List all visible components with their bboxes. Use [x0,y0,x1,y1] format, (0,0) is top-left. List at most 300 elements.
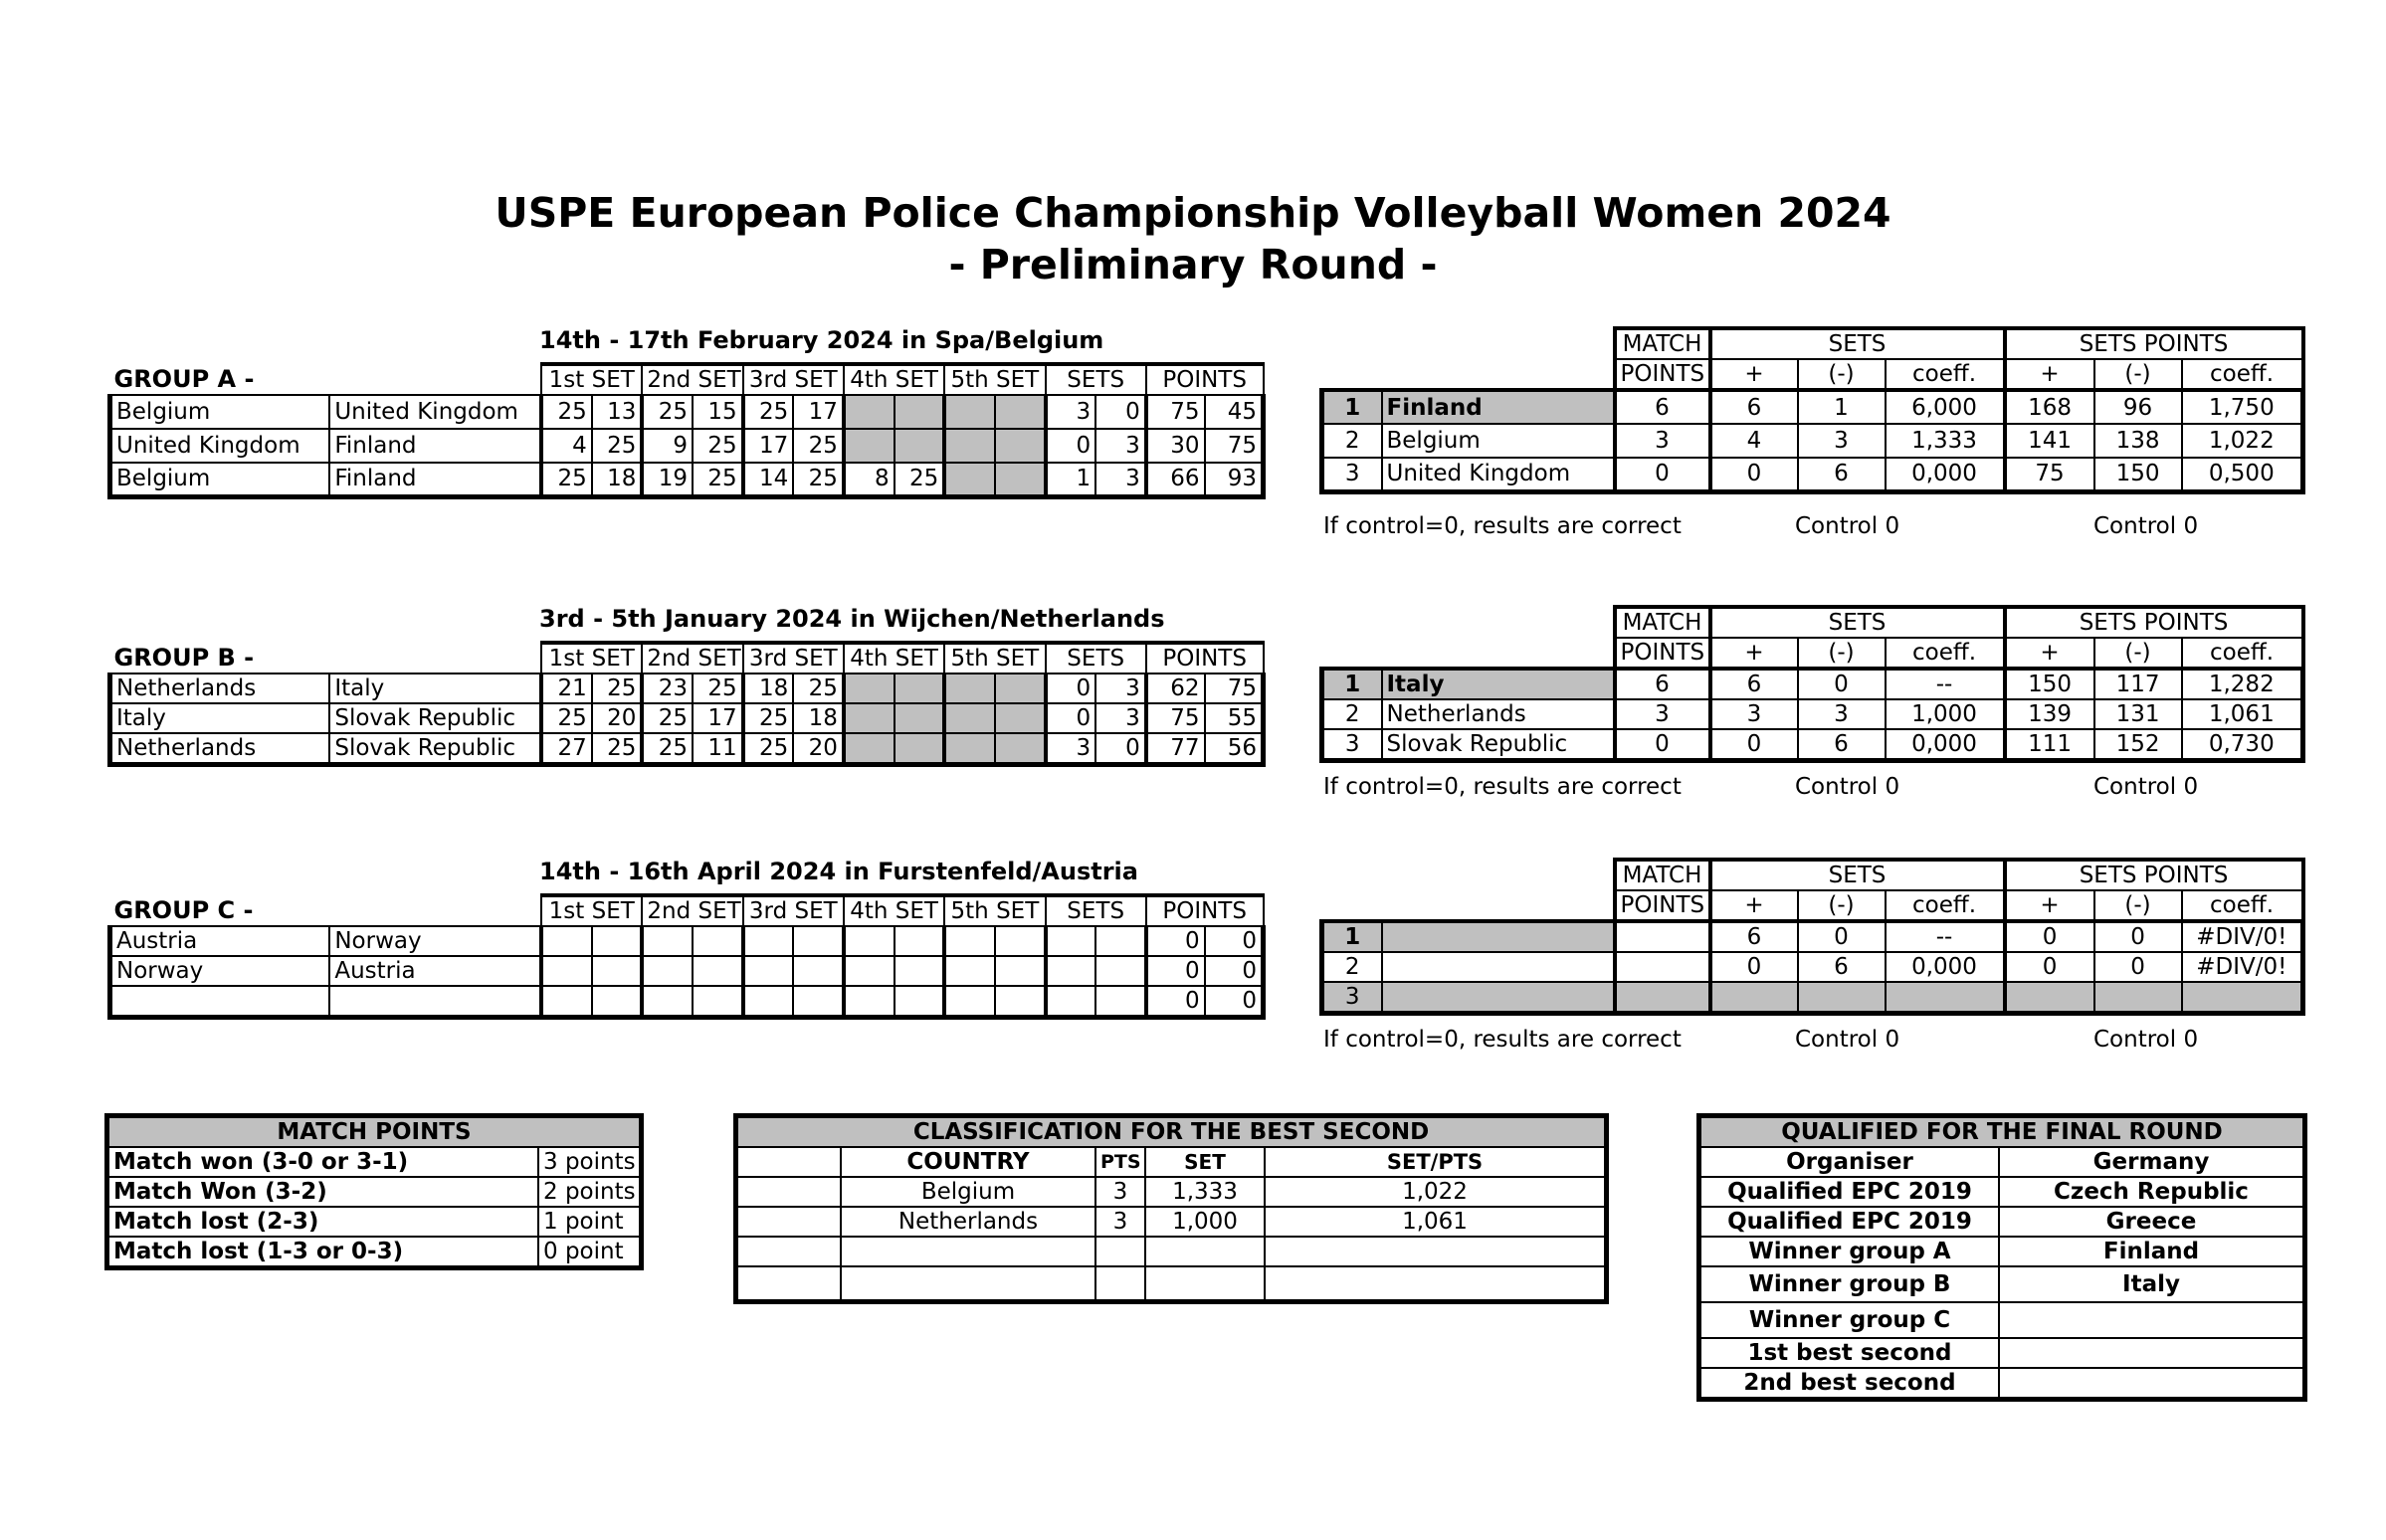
score-cell: 15 [693,395,743,429]
score-cell: 30 [1146,429,1205,463]
score-cell [693,956,743,986]
sets-lost: 6 [1798,729,1886,761]
score-cell: 55 [1205,703,1264,733]
coeff-header: coeff. [1886,890,2005,921]
group-standings-table [1319,858,2305,1016]
sets-coeff: -- [1886,669,2005,699]
score-cell: 0 [1205,926,1264,956]
qualified-label: Winner group A [1700,1237,1999,1266]
score-cell [944,674,995,703]
cell [841,1237,1095,1266]
group-label: GROUP C - [113,896,254,924]
table-row [1322,729,2303,761]
score-cell: 0 [1095,395,1146,429]
coeff-header: coeff. [2182,890,2303,921]
coeff-header: coeff. [1886,638,2005,669]
score-cell [793,956,844,986]
table-row [1322,982,2303,1014]
column-header: 5th SET [944,895,1045,926]
rank: 3 [1322,982,1382,1014]
points-won: 168 [2005,390,2094,424]
rule-value: 3 points [538,1147,640,1177]
control-value: Control 0 [1795,513,1900,539]
column-header: 5th SET [944,643,1045,674]
score-cell: 3 [1046,733,1096,765]
team-home: Belgium [110,395,330,429]
minus-header: (-) [1798,890,1886,921]
score-cell: 0 [1046,429,1096,463]
score-cell [1046,956,1096,986]
score-cell: 25 [793,674,844,703]
column-header: SET/PTS [1265,1147,1605,1177]
match-points: 3 [1615,699,1710,729]
team-home: Belgium [110,463,330,496]
group-date: 14th - 16th April 2024 in Furstenfeld/Austria [539,858,1138,885]
team-away: United Kingdom [329,395,541,429]
column-header: 5th SET [944,364,1045,395]
coeff-header: coeff. [2182,638,2303,669]
rule-label: Match won (3-0 or 3-1) [108,1147,538,1177]
score-cell: 25 [541,395,592,429]
column-header: 4th SET [844,643,944,674]
rule-label: Match lost (1-3 or 0-3) [108,1237,538,1266]
qualified-label: Qualified EPC 2019 [1700,1177,1999,1207]
score-cell [1046,986,1096,1018]
score-cell [844,956,895,986]
score-cell [995,463,1046,496]
group-date: 14th - 17th February 2024 in Spa/Belgium [539,326,1104,354]
score-cell: 21 [541,674,592,703]
score-cell [743,956,794,986]
points-header: POINTS [1615,359,1710,390]
control-value: Control 0 [2093,774,2199,800]
group-label: GROUP A - [113,365,255,393]
sets-header: SETS [1710,328,2005,359]
table-row [737,1207,1605,1237]
table-row [110,703,1264,733]
table-header-row [1322,860,2303,890]
points-won [2005,982,2094,1014]
score-cell [844,429,895,463]
score-cell [944,703,995,733]
points-won: 0 [2005,921,2094,952]
score-cell [895,956,945,986]
score-cell [642,986,693,1018]
rank: 2 [1322,424,1382,458]
score-cell: 17 [793,395,844,429]
score-cell [693,986,743,1018]
team-name: Finland [1382,390,1615,424]
score-cell: 25 [693,463,743,496]
score-cell: 8 [844,463,895,496]
score-cell: 20 [592,703,643,733]
column-header: SETS [1046,895,1146,926]
cell: 3 [1095,1207,1145,1237]
minus-header: (-) [2094,359,2182,390]
table-row [1700,1207,2303,1237]
column-header: 2nd SET [642,364,742,395]
score-cell: 25 [592,733,643,765]
score-cell: 45 [1205,395,1264,429]
score-cell [995,986,1046,1018]
rule-value: 1 point [538,1207,640,1237]
table-row [1322,952,2303,982]
points-coeff [2182,982,2303,1014]
score-cell [642,926,693,956]
table-row [110,926,1264,956]
table-row [110,956,1264,986]
sets-lost: 6 [1798,952,1886,982]
sets-coeff [1886,982,2005,1014]
cell: 1,061 [1265,1207,1605,1237]
score-cell [1095,926,1146,956]
minus-header: (-) [2094,638,2182,669]
cell: 1,333 [1145,1177,1265,1207]
score-cell: 0 [1205,986,1264,1018]
rank: 1 [1322,669,1382,699]
points-lost: 131 [2094,699,2182,729]
sets-points-header: SETS POINTS [2005,328,2303,359]
table-row [1322,390,2303,424]
score-cell: 3 [1046,395,1096,429]
sets-coeff: 0,000 [1886,458,2005,491]
cell: Netherlands [841,1207,1095,1237]
score-cell: 20 [793,733,844,765]
table-row [1322,699,2303,729]
score-cell: 75 [1205,674,1264,703]
score-cell [844,703,895,733]
team-home: Italy [110,703,330,733]
column-header: POINTS [1146,364,1264,395]
points-coeff: 1,750 [2182,390,2303,424]
table-row [110,463,1264,496]
team-name [1382,921,1615,952]
table-row [737,1237,1605,1266]
table-header-row [110,364,1264,395]
column-header: POINTS [1146,643,1264,674]
score-cell [995,674,1046,703]
qualified-label: Winner group C [1700,1302,1999,1338]
team-home [110,986,330,1018]
score-cell [995,926,1046,956]
score-cell: 25 [592,674,643,703]
cell [1265,1237,1605,1266]
match-points: 3 [1615,424,1710,458]
control-value: Control 0 [2093,1027,2199,1053]
score-cell: 3 [1095,429,1146,463]
points-coeff: #DIV/0! [2182,952,2303,982]
team-name: Italy [1382,669,1615,699]
coeff-header: coeff. [1886,359,2005,390]
table-row [1700,1302,2303,1338]
points-lost: 0 [2094,952,2182,982]
sets-lost: 3 [1798,424,1886,458]
score-cell [743,986,794,1018]
score-cell [642,956,693,986]
points-lost: 138 [2094,424,2182,458]
score-cell: 25 [541,703,592,733]
group-results-table [107,362,1266,499]
sets-won [1710,982,1798,1014]
score-cell [944,463,995,496]
control-value: Control 0 [1795,774,1900,800]
match-points-table [107,1116,641,1267]
table-row [1322,921,2303,952]
group-standings-table [1319,605,2305,763]
team-name: Netherlands [1382,699,1615,729]
table-header-row [110,895,1264,926]
cell [737,1237,841,1266]
score-cell: 25 [743,733,794,765]
score-cell [592,956,643,986]
plus-header: + [1710,359,1798,390]
score-cell [592,986,643,1018]
team-name: United Kingdom [1382,458,1615,491]
plus-header: + [2005,638,2094,669]
score-cell: 9 [642,429,693,463]
qualified-value [1999,1338,2303,1368]
plus-header: + [1710,638,1798,669]
column-header: 1st SET [541,364,642,395]
column-header: PTS [1095,1147,1145,1177]
column-header: 1st SET [541,643,642,674]
score-cell: 75 [1146,703,1205,733]
score-cell [793,926,844,956]
column-header: SET [1145,1147,1265,1177]
sets-coeff: 0,000 [1886,729,2005,761]
column-header: 3rd SET [743,895,844,926]
score-cell: 3 [1095,674,1146,703]
sets-won: 0 [1710,729,1798,761]
table-header-row [737,1147,1605,1177]
score-cell: 25 [592,429,643,463]
group-label: GROUP B - [113,644,255,672]
score-cell [844,674,895,703]
score-cell [541,986,592,1018]
points-won: 75 [2005,458,2094,491]
points-coeff: 1,022 [2182,424,2303,458]
score-cell: 1 [1046,463,1096,496]
rule-value: 0 point [538,1237,640,1266]
match-points [1615,921,1710,952]
qualified-label: Organiser [1700,1147,1999,1177]
score-cell [743,926,794,956]
points-won: 0 [2005,952,2094,982]
team-away: Finland [329,429,541,463]
score-cell: 0 [1046,703,1096,733]
table-row [108,1147,640,1177]
qualified-value: Italy [1999,1266,2303,1302]
score-cell: 25 [693,674,743,703]
control-value: Control 0 [1795,1027,1900,1053]
table-row [110,429,1264,463]
team-name: Belgium [1382,424,1615,458]
score-cell: 27 [541,733,592,765]
qualified-value: Greece [1999,1207,2303,1237]
cell: 1,022 [1265,1177,1605,1207]
column-header: 1st SET [541,895,642,926]
qualified-label: Winner group B [1700,1266,1999,1302]
minus-header: (-) [2094,890,2182,921]
rank: 1 [1322,390,1382,424]
score-cell [592,926,643,956]
column-header: POINTS [1146,895,1264,926]
match-points-title: MATCH POINTS [108,1117,640,1147]
column-header [737,1147,841,1177]
rule-label: Match Won (3-2) [108,1177,538,1207]
points-header: POINTS [1615,638,1710,669]
sets-lost: 3 [1798,699,1886,729]
plus-header: + [1710,890,1798,921]
sets-won: 0 [1710,952,1798,982]
match-header: MATCH [1615,328,1710,359]
score-cell [944,926,995,956]
score-cell: 56 [1205,733,1264,765]
score-cell: 3 [1095,703,1146,733]
sets-coeff: 1,333 [1886,424,2005,458]
best-second-title: CLASSIFICATION FOR THE BEST SECOND [737,1117,1605,1147]
score-cell [944,395,995,429]
score-cell: 25 [693,429,743,463]
sets-won: 4 [1710,424,1798,458]
sets-lost: 0 [1798,669,1886,699]
control-value: Control 0 [2093,513,2199,539]
score-cell [895,986,945,1018]
score-cell: 0 [1146,926,1205,956]
score-cell: 25 [642,733,693,765]
score-cell [995,703,1046,733]
table-row [1322,669,2303,699]
table-row [108,1177,640,1207]
score-cell: 93 [1205,463,1264,496]
score-cell: 17 [743,429,794,463]
score-cell: 75 [1146,395,1205,429]
table-header-row [1322,890,2303,921]
score-cell [793,986,844,1018]
rank: 3 [1322,729,1382,761]
table-row [110,986,1264,1018]
qualified-value: Germany [1999,1147,2303,1177]
score-cell: 25 [895,463,945,496]
qualified-value [1999,1302,2303,1338]
points-won: 141 [2005,424,2094,458]
score-cell [844,986,895,1018]
minus-header: (-) [1798,359,1886,390]
score-cell: 17 [693,703,743,733]
score-cell: 25 [743,395,794,429]
team-away: Norway [329,926,541,956]
cell [1095,1266,1145,1300]
match-points [1615,982,1710,1014]
score-cell: 0 [1046,674,1096,703]
table-row [108,1237,640,1266]
score-cell: 25 [793,429,844,463]
table-row [737,1266,1605,1300]
sets-coeff: 0,000 [1886,952,2005,982]
rank: 1 [1322,921,1382,952]
points-coeff: 1,282 [2182,669,2303,699]
points-lost [2094,982,2182,1014]
sets-lost [1798,982,1886,1014]
page-subtitle: - Preliminary Round - [948,241,1438,289]
group-date: 3rd - 5th January 2024 in Wijchen/Netherlands [539,605,1165,633]
score-cell: 75 [1205,429,1264,463]
team-home: Austria [110,926,330,956]
cell [1265,1266,1605,1300]
cell [841,1266,1095,1300]
match-points: 6 [1615,390,1710,424]
points-coeff: 1,061 [2182,699,2303,729]
group-standings-table [1319,326,2305,494]
column-header: 3rd SET [743,643,844,674]
column-header: 2nd SET [642,643,742,674]
points-won: 139 [2005,699,2094,729]
sets-coeff: 1,000 [1886,699,2005,729]
team-home: United Kingdom [110,429,330,463]
score-cell: 4 [541,429,592,463]
table-row [1322,458,2303,491]
score-cell: 13 [592,395,643,429]
points-lost: 96 [2094,390,2182,424]
table-row [1322,424,2303,458]
score-cell [844,733,895,765]
sets-won: 6 [1710,921,1798,952]
minus-header: (-) [1798,638,1886,669]
score-cell [995,733,1046,765]
points-coeff: 0,730 [2182,729,2303,761]
table-header-row [1322,607,2303,638]
cell [1145,1237,1265,1266]
team-name: Slovak Republic [1382,729,1615,761]
score-cell [1095,956,1146,986]
sets-header: SETS [1710,607,2005,638]
score-cell: 66 [1146,463,1205,496]
sets-lost: 1 [1798,390,1886,424]
table-header-row [110,643,1264,674]
column-header: 3rd SET [743,364,844,395]
score-cell: 0 [1146,986,1205,1018]
points-lost: 0 [2094,921,2182,952]
team-away: Slovak Republic [329,703,541,733]
sets-header: SETS [1710,860,2005,890]
score-cell: 25 [541,463,592,496]
score-cell: 25 [642,395,693,429]
score-cell [944,956,995,986]
column-header: COUNTRY [841,1147,1095,1177]
table-row [1700,1266,2303,1302]
qualified-value: Czech Republic [1999,1177,2303,1207]
column-header: SETS [1046,364,1146,395]
score-cell: 18 [743,674,794,703]
team-name [1382,982,1615,1014]
team-away: Austria [329,956,541,986]
cell [737,1207,841,1237]
score-cell: 18 [592,463,643,496]
table-row [110,674,1264,703]
score-cell [995,395,1046,429]
sets-points-header: SETS POINTS [2005,607,2303,638]
sets-coeff: 6,000 [1886,390,2005,424]
score-cell: 18 [793,703,844,733]
qualified-label: 2nd best second [1700,1368,1999,1398]
match-points: 0 [1615,458,1710,491]
sets-won: 6 [1710,669,1798,699]
score-cell: 25 [743,703,794,733]
rank: 2 [1322,699,1382,729]
sets-won: 0 [1710,458,1798,491]
score-cell [844,395,895,429]
cell [1095,1237,1145,1266]
